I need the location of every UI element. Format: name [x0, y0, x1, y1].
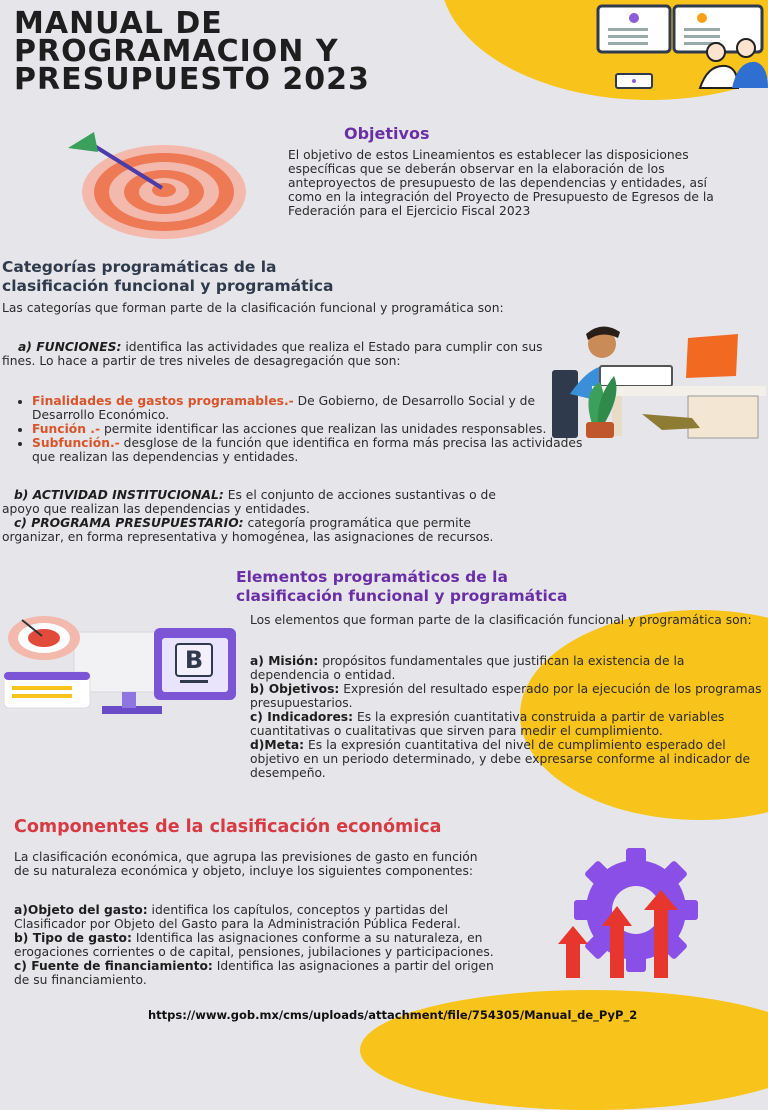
item-term: a) Misión:	[250, 654, 319, 668]
gear-growth-icon	[544, 846, 724, 982]
objetivos-heading: Objetivos	[344, 124, 430, 143]
programa-label: c) PROGRAMA PRESUPUESTARIO:	[14, 516, 244, 530]
categorias-heading	[2, 258, 333, 296]
funciones-paragraph	[2, 340, 572, 368]
list-item	[250, 682, 762, 710]
item-text: propósitos fundamentales que justifican la existencia de la dependencia o entidad.	[250, 654, 685, 682]
item-text: Expresión del resultado esperado por la ejecución de los programas presupuestarios.	[250, 682, 762, 710]
bullet-text: permite identificar las acciones que realizan las unidades responsables.	[100, 422, 547, 436]
programa-block	[2, 516, 532, 544]
title-line-3: PRESUPUESTO 2023	[14, 62, 370, 97]
bullet-text: desglose de la función que identifica en forma más precisa las actividades que realizan las dependencias y entidades.	[32, 436, 583, 464]
list-item	[32, 422, 592, 436]
item-term: d)Meta:	[250, 738, 305, 752]
bullet-term: Función .-	[32, 422, 101, 436]
item-term: b) Tipo de gasto:	[14, 931, 132, 945]
actividad-block	[2, 488, 532, 516]
item-text: Es la expresión cuantitativa del nivel de cumplimiento esperado del objetivo en un periodo determinado, y debe expresarse conforme al indicador de desempeño.	[250, 738, 751, 780]
list-item	[14, 903, 510, 931]
item-text: Identifica las asignaciones a partir del origen de su financiamiento.	[14, 959, 494, 987]
bullet-text: De Gobierno, de Desarrollo Social y de Desarrollo Económico.	[32, 394, 536, 422]
elementos-heading-line-2: clasificación funcional y programática	[236, 587, 568, 605]
target-illustration	[64, 130, 254, 242]
bullet-term: Finalidades de gastos programables.-	[32, 394, 294, 408]
actividad-text: Es el conjunto de acciones sustantivas o de apoyo que realizan las dependencias y entidades.	[2, 488, 496, 516]
funciones-bullet-list	[2, 394, 592, 464]
item-term: c) Indicadores:	[250, 710, 354, 724]
categorias-heading-line-2: clasificación funcional y programática	[2, 277, 334, 295]
componentes-list	[14, 903, 510, 987]
componentes-heading: Componentes de la clasificación económica	[14, 817, 442, 837]
item-text: Es la expresión cuantitativa construida a partir de variables cuantitativas o cualitativas que sirven para medir el cumplimiento.	[250, 710, 725, 738]
list-item	[14, 959, 510, 987]
list-item	[32, 394, 592, 422]
elementos-heading	[236, 568, 567, 606]
page-title	[14, 6, 514, 97]
source-url-link[interactable]: https://www.gob.mx/cms/uploads/attachment/file/754305/Manual_de_PyP_2	[148, 1008, 638, 1022]
funciones-text: identifica las actividades que realiza el Estado para cumplir con sus fines. Lo hace a partir de tres niveles de desagregación que son:	[2, 340, 543, 368]
elementos-list	[250, 654, 762, 780]
item-term: a)Objeto del gasto:	[14, 903, 148, 917]
list-item	[250, 710, 762, 738]
programa-text: categoría programática que permite organizar, en forma representativa y homogénea, las asignaciones de recursos.	[2, 516, 494, 544]
componentes-intro: La clasificación económica, que agrupa las previsiones de gasto en función de su naturaleza económica y objeto, incluye los siguientes componentes:	[14, 850, 478, 878]
item-term: c) Fuente de financiamiento:	[14, 959, 213, 973]
categorias-intro: Las categorías que forman parte de la clasificación funcional y programática son:	[2, 301, 504, 315]
actividad-programa-paragraph	[2, 488, 532, 544]
list-item	[250, 738, 762, 780]
funciones-label: a) FUNCIONES:	[18, 340, 122, 354]
meeting-illustration	[596, 4, 768, 90]
elementos-heading-line-1: Elementos programáticos de la	[236, 568, 508, 586]
list-item	[32, 436, 592, 464]
item-text: Identifica las asignaciones conforme a su naturaleza, en erogaciones corrientes o de capital, pensiones, jubilaciones y participaciones.	[14, 931, 494, 959]
objetivos-text: El objetivo de estos Lineamientos es establecer las disposiciones específicas que se deberán observar en la elaboración de los anteproyectos de presupuesto de las dependencias y entidades, así como en la integración del Proyecto de Presupuesto de Egresos de la Federación para el Ejercicio Fiscal 2023	[288, 148, 714, 218]
elementos-intro: Los elementos que forman parte de la clasificación funcional y programática son:	[250, 613, 752, 627]
categorias-heading-line-1: Categorías programáticas de la	[2, 258, 277, 276]
bullet-term: Subfunción.-	[32, 436, 120, 450]
letter-b-icon: B	[184, 646, 204, 674]
title-line-1: MANUAL DE	[14, 6, 223, 41]
item-term: b) Objetivos:	[250, 682, 340, 696]
list-item	[250, 654, 762, 682]
title-line-2: PROGRAMACION Y	[14, 34, 339, 69]
item-text: identifica los capítulos, conceptos y partidas del Clasificador por Objeto del Gasto para la Administración Pública Federal.	[14, 903, 461, 931]
actividad-label: b) ACTIVIDAD INSTITUCIONAL:	[14, 488, 224, 502]
list-item	[14, 931, 510, 959]
